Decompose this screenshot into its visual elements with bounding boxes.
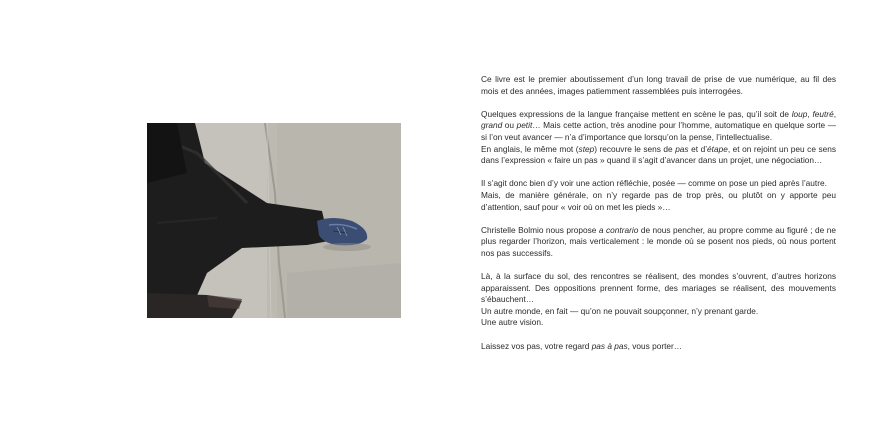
paragraph-line — [481, 271, 836, 306]
paragraph-line — [481, 317, 836, 329]
paragraph — [481, 225, 836, 260]
italic-term: grand — [481, 120, 503, 131]
text-segment: Quelques expressions de la langue française mettent en scène le pas, qu’il soit de — [481, 108, 792, 119]
text-segment: Une autre vision. — [481, 317, 544, 328]
paragraph-line — [481, 109, 836, 144]
text-segment: Mais, de manière générale, on n’y regarde pas de trop près, ou plutôt on y apporte peu d’attention, sauf pour « voir où on met les pieds »… — [481, 189, 836, 212]
paragraph — [481, 271, 836, 329]
paragraph-line — [481, 74, 836, 97]
italic-term: loup — [791, 108, 808, 119]
text-segment: , vous porter… — [627, 340, 683, 351]
italic-term: pas — [675, 143, 689, 154]
italic-term: feutré — [812, 108, 834, 119]
paragraph-line — [481, 144, 836, 167]
text-segment: , — [833, 108, 836, 119]
photo-illustration — [147, 123, 401, 318]
paragraph — [481, 109, 836, 167]
paragraph-line — [481, 306, 836, 318]
text-segment: … Mais cette action, très anodine pour l’homme, automatique en quelque sorte — si l’on veut avancer — n’a d’importance que lorsqu’on la pense, l’intellectualise. — [481, 120, 836, 142]
text-segment: Laissez vos pas, votre regard — [481, 340, 592, 351]
photo-foot-step — [147, 123, 401, 318]
text-segment: ou — [502, 120, 517, 131]
paragraph-line — [481, 178, 836, 190]
paragraph-line — [481, 190, 836, 213]
italic-term: petit — [516, 120, 533, 131]
paragraph — [481, 178, 836, 213]
text-segment: Un autre monde, en fait — qu’on ne pouvait soupçonner, n’y prenant garde. — [481, 305, 759, 316]
italic-term: step — [578, 143, 595, 154]
italic-term: étape — [707, 143, 728, 154]
text-segment: En anglais, le même mot ( — [481, 143, 579, 154]
italic-term: a contrario — [598, 224, 639, 235]
body-text — [481, 74, 836, 364]
text-segment: de nous pencher, au propre comme au figuré ; de ne plus regarder l’horizon, mais verticalement : le monde où se posent nos pieds, où nous portent nos pas successifs. — [481, 224, 837, 258]
paragraph-line — [481, 225, 836, 260]
paragraph — [481, 341, 836, 353]
text-segment: Christelle Bolmio nous propose — [481, 224, 599, 235]
paragraph — [481, 74, 836, 97]
text-segment: , — [807, 108, 813, 119]
text-segment: et d’ — [688, 143, 708, 154]
text-segment: Ce livre est le premier aboutissement d’un long travail de prise de vue numérique, au fil des mois et des années, images patiemment rassemblées puis interrogées. — [481, 74, 836, 96]
paragraph-line — [481, 341, 836, 353]
text-segment: ) recouvre le sens de — [594, 143, 676, 154]
text-segment: , et on rejoint un peu ce sens dans l’expression « faire un pas » quand il s’agit d’avancer dans un projet, une négociation… — [481, 143, 836, 166]
italic-term: pas à pas — [591, 340, 628, 351]
text-segment: Là, à la surface du sol, des rencontres se réalisent, des mondes s’ouvrent, d’autres horizons apparaissent. Des oppositions prennent forme, des mariages se réalisent, des mouvements s’ébauchent… — [481, 271, 836, 305]
text-segment: Il s’agit donc bien d’y voir une action réfléchie, posée — comme on pose un pied après l’autre. — [481, 178, 827, 189]
